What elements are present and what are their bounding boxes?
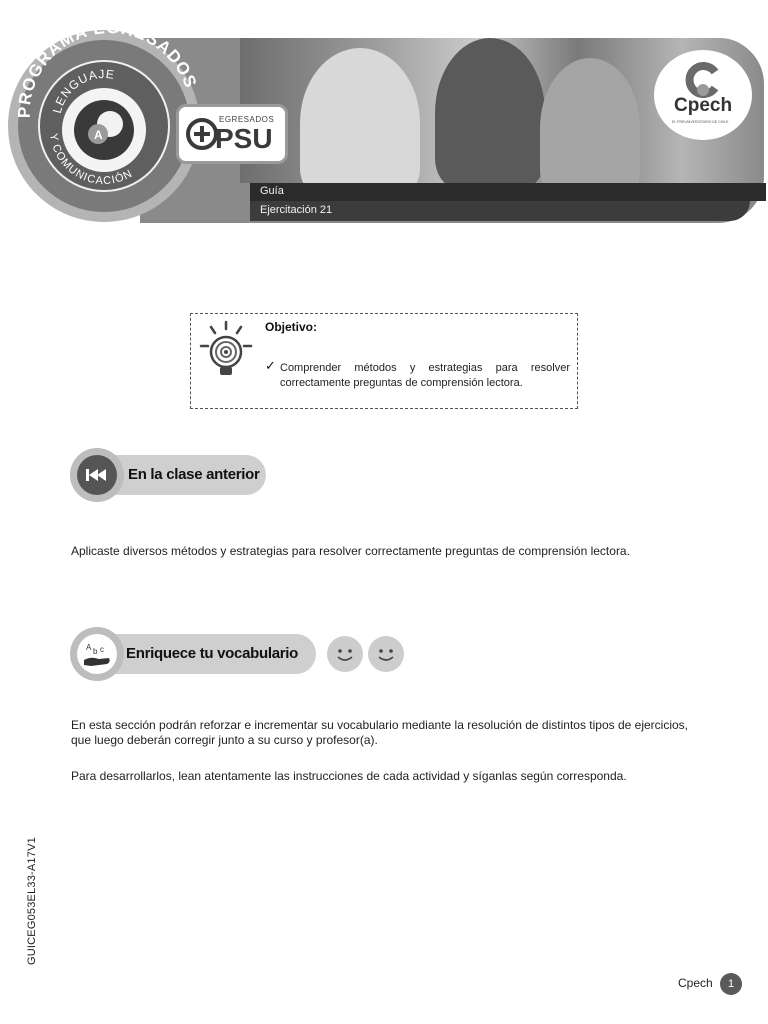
doc-name-bar xyxy=(250,201,750,221)
previous-class-paragraph: Aplicaste diversos métodos y estrategias para resolver correctamente preguntas de comprensión lectora. xyxy=(71,544,630,558)
smiley-icon xyxy=(327,636,363,672)
vocab-paragraph-1: En esta sección podrán reforzar e incrementar su vocabulario mediante la resolución de distintos tipos de ejercicios, que luego deberán corregir junto a su curso y profesor(a). xyxy=(71,718,688,747)
subject-bottom-text: Y COMUNICACIÓN xyxy=(47,132,135,188)
objective-text: Comprender métodos y estrategias para resolver correctamente preguntas de comprensión lectora. xyxy=(280,362,570,389)
speech-bubbles-icon xyxy=(72,98,136,162)
smiley-icon xyxy=(368,636,404,672)
abc-hand-icon xyxy=(77,634,117,674)
objective-title: Objetivo: xyxy=(265,320,318,334)
footer-brand: Cpech xyxy=(678,976,713,990)
student-figure xyxy=(300,48,420,183)
objective-box xyxy=(190,313,578,409)
cpech-logo-text: Cpech xyxy=(674,95,733,116)
page-number: 1 xyxy=(720,973,742,995)
svg-text:A: A xyxy=(86,643,92,652)
svg-text:b: b xyxy=(93,647,98,656)
check-icon: ✓ xyxy=(265,358,276,373)
lightbulb-target-icon xyxy=(197,320,255,382)
vocab-paragraph-2: Para desarrollarlos, lean atentamente las instrucciones de cada actividad y síganlas según corresponda. xyxy=(71,769,627,783)
header-banner xyxy=(0,0,768,240)
psu-badge-small-text: EGRESADOS xyxy=(219,115,275,124)
cpech-logo xyxy=(654,50,752,140)
student-figure xyxy=(540,58,640,183)
cpech-mark-icon xyxy=(685,62,721,98)
section-title-vocab: Enriquece tu vocabulario xyxy=(126,645,299,662)
subject-top-text: LENGUAJE xyxy=(49,66,116,115)
svg-text:A: A xyxy=(94,128,103,142)
psu-badge-text: PSU xyxy=(215,123,273,154)
student-figure xyxy=(435,38,545,183)
section-header-vocab xyxy=(96,634,316,674)
doc-name: Ejercitación 21 xyxy=(260,204,333,216)
doc-type: Guía xyxy=(260,185,284,197)
program-arc-text: PROGRAMA EGRESADOS xyxy=(14,18,201,119)
document-code: GUICEG053EL33-A17V1 xyxy=(26,837,38,965)
svg-text:c: c xyxy=(100,645,104,654)
plus-circle-icon xyxy=(185,117,219,151)
egresados-psu-badge xyxy=(176,104,288,164)
cpech-tagline: EL PREUNIVERSITARIO DE CHILE xyxy=(672,120,729,124)
rewind-icon xyxy=(77,455,117,495)
doc-type-bar xyxy=(250,183,766,201)
section-title-previous: En la clase anterior xyxy=(128,466,260,483)
